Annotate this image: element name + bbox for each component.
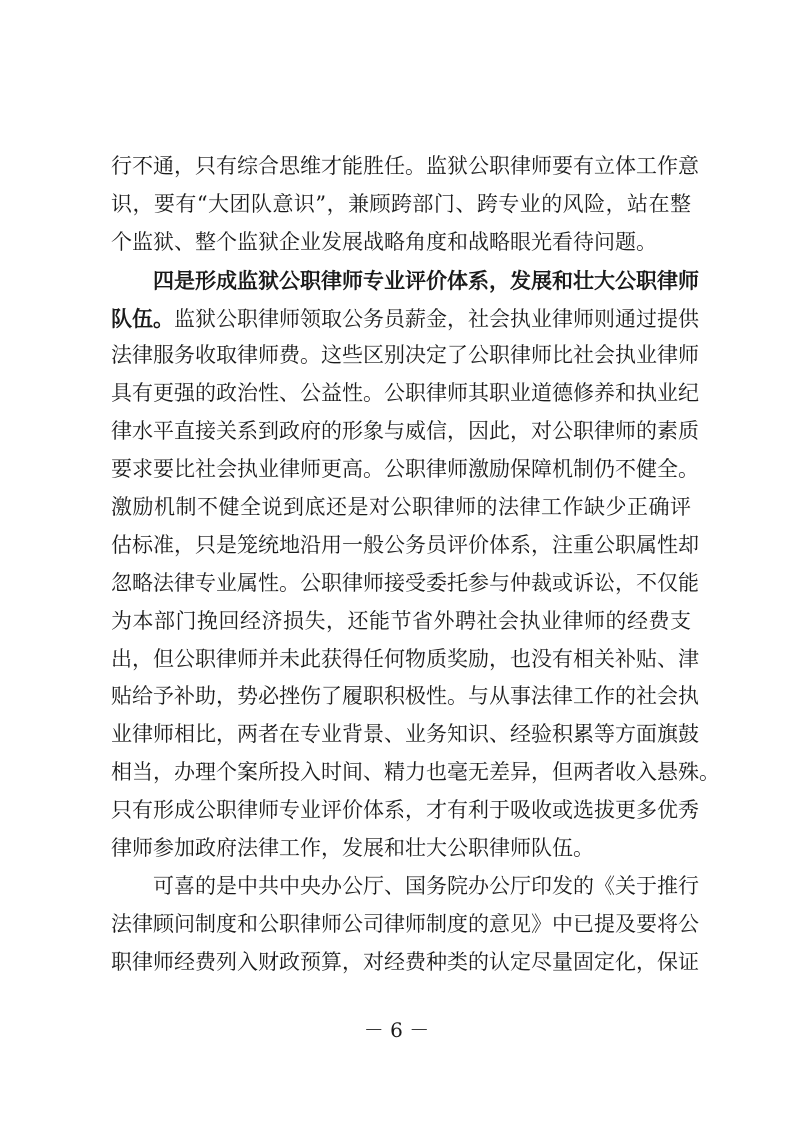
- paragraph-line: [111, 375, 699, 413]
- line-text: 监狱公职律师领取公务员薪金，社会执业律师则通过提供: [174, 306, 699, 331]
- line-text: 个监狱、整个监狱企业发展战略角度和战略眼光看待问题。: [111, 229, 657, 254]
- paragraph-line: [111, 224, 691, 262]
- paragraph-line: [111, 300, 699, 338]
- paragraph-line: [111, 527, 699, 565]
- paragraph-line: [111, 868, 699, 906]
- line-text: 可喜的是中共中央办公厅、国务院办公厅印发的《关于推行: [153, 873, 699, 898]
- line-text: 出，但公职律师并未此获得任何物质奖励，也没有相关补贴、津: [111, 646, 699, 671]
- paragraph-line: [111, 489, 691, 527]
- paragraph-line: [111, 186, 691, 224]
- body-text: [111, 148, 720, 982]
- line-text: 法律服务收取律师费。这些区别决定了公职律师比社会执业律师: [111, 343, 699, 368]
- line-text: 业律师相比，两者在专业背景、业务知识、经验积累等方面旗鼓: [111, 722, 699, 747]
- line-text: 要求要比社会执业律师更高。公职律师激励保障机制仍不健全。: [111, 457, 699, 482]
- line-text: 识，要有“大团队意识”，兼顾跨部门、跨专业的风险，站在整: [111, 191, 691, 216]
- line-text: 具有更强的政治性、公益性。公职律师其职业道德修养和执业纪: [111, 381, 699, 406]
- paragraph-line: [111, 944, 699, 982]
- paragraph-line: [111, 565, 699, 603]
- paragraph-line: [111, 716, 699, 754]
- line-text: 相当，办理个案所投入时间、精力也毫无差异，但两者收入悬殊。: [111, 760, 720, 785]
- page-number: － 6 －: [363, 1018, 430, 1042]
- line-text: 贴给予补助，势必挫伤了履职积极性。与从事法律工作的社会执: [111, 684, 699, 709]
- line-text: 只有形成公职律师专业评价体系，才有利于吸收或选拔更多优秀: [111, 798, 699, 823]
- paragraph-line: [111, 148, 699, 186]
- line-text: 忽略法律专业属性。公职律师接受委托参与仲裁或诉讼，不仅能: [111, 570, 699, 595]
- line-text: 估标准，只是笼统地沿用一般公务员评价体系，注重公职属性却: [111, 532, 699, 557]
- line-text: 行不通，只有综合思维才能胜任。监狱公职律师要有立体工作意: [111, 154, 699, 178]
- line-text: 激励机制不健全说到底还是对公职律师的法律工作缺少正确评: [111, 495, 691, 520]
- paragraph-line: [111, 641, 699, 679]
- line-text: 为本部门挽回经济损失，还能节省外聘社会执业律师的经费支: [111, 608, 691, 633]
- paragraph-line: [111, 603, 691, 641]
- paragraph-line: [111, 337, 699, 375]
- line-text: 法律顾问制度和公职律师公司律师制度的意见》中已提及要将公: [111, 911, 699, 936]
- paragraph-line: [111, 413, 699, 451]
- bold-heading-text: 队伍。: [111, 305, 174, 331]
- paragraph-line: [111, 792, 699, 830]
- line-text: 职律师经费列入财政预算，对经费种类的认定尽量固定化，保证: [111, 949, 699, 974]
- bold-heading-text: 四是形成监狱公职律师专业评价体系，发展和壮大公职律师: [153, 267, 699, 293]
- paragraph-line: [111, 262, 699, 300]
- paragraph-line: [111, 451, 699, 489]
- paragraph-line: [111, 754, 720, 792]
- paragraph-line: [111, 678, 699, 716]
- line-text: 律师参加政府法律工作，发展和壮大公职律师队伍。: [111, 836, 594, 861]
- line-text: 律水平直接关系到政府的形象与威信，因此，对公职律师的素质: [111, 419, 699, 444]
- paragraph-line: [111, 906, 699, 944]
- paragraph-line: [111, 830, 691, 868]
